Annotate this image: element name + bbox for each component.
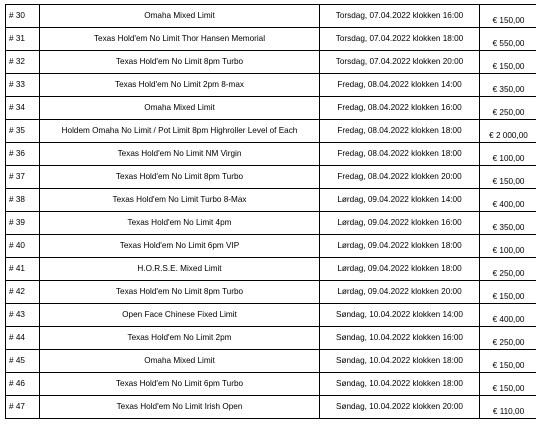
tournament-price-cell [480,5,536,28]
tournament-date-cell [320,120,480,143]
tournament-row [6,166,536,189]
tournament-row [6,373,536,396]
tournament-number-cell [6,258,40,281]
tournament-row [6,51,536,74]
tournament-date: Søndag, 10.04.2022 klokken 14:00 [335,309,463,319]
tournament-price: € 150,00 [492,15,525,25]
tournament-number: # 38 [9,194,25,204]
tournament-price: € 110,00 [492,406,525,416]
tournament-price-cell [480,51,536,74]
tournament-number: # 30 [9,10,25,20]
tournament-date-cell [320,373,480,396]
tournament-date-cell [320,281,480,304]
tournament-name-cell [40,212,320,235]
tournament-price-cell [480,235,536,258]
tournament-price-cell [480,281,536,304]
tournament-name-cell [40,350,320,373]
tournament-date: Lørdag, 09.04.2022 klokken 14:00 [337,194,462,204]
tournament-date: Søndag, 10.04.2022 klokken 18:00 [335,355,463,365]
tournament-name-cell [40,143,320,166]
tournament-price-cell [480,304,536,327]
tournament-row [6,212,536,235]
tournament-name: Holdem Omaha No Limit / Pot Limit 8pm Highroller Level of Each [61,125,298,135]
tournament-number: # 44 [9,332,25,342]
tournament-name: Texas Hold'em No Limit 8pm Turbo [115,56,244,66]
tournament-number-cell [6,327,40,350]
tournament-price: € 150,00 [492,291,525,301]
tournament-price: € 350,00 [492,222,525,232]
tournament-name-cell [40,235,320,258]
tournament-number-cell [6,5,40,28]
tournament-date-cell [320,350,480,373]
tournament-number-cell [6,120,40,143]
tournament-name-cell [40,166,320,189]
tournament-name: Texas Hold'em No Limit NM Virgin [117,148,242,158]
tournament-row [6,327,536,350]
tournament-date-cell [320,304,480,327]
tournament-name: Texas Hold'em No Limit 8pm Turbo [115,171,244,181]
tournament-name: Open Face Chinese Fixed Limit [122,309,237,319]
tournament-number-cell [6,166,40,189]
tournament-date-cell [320,396,480,419]
tournament-price: € 100,00 [492,245,525,255]
tournament-number: # 36 [9,148,25,158]
tournament-number: # 46 [9,378,25,388]
tournament-name: Texas Hold'em No Limit Thor Hansen Memorial [93,33,266,43]
tournament-date-cell [320,5,480,28]
tournament-number: # 34 [9,102,25,112]
tournament-price-cell [480,212,536,235]
tournament-row [6,120,536,143]
tournament-name-cell [40,327,320,350]
tournament-row [6,304,536,327]
tournament-price: € 350,00 [492,84,525,94]
tournament-number: # 35 [9,125,25,135]
tournament-number: # 33 [9,79,25,89]
tournament-date: Søndag, 10.04.2022 klokken 18:00 [335,378,463,388]
tournament-name-cell [40,74,320,97]
tournament-name: H.O.R.S.E. Mixed Limit [137,263,222,273]
tournament-number-cell [6,74,40,97]
tournament-date-cell [320,235,480,258]
tournament-name-cell [40,373,320,396]
tournament-number-cell [6,97,40,120]
tournament-name-cell [40,97,320,120]
tournament-price-cell [480,166,536,189]
tournament-row [6,74,536,97]
tournament-row [6,281,536,304]
tournament-price-cell [480,120,536,143]
tournament-row [6,189,536,212]
tournament-name: Texas Hold'em No Limit 8pm Turbo [115,286,244,296]
tournament-number-cell [6,281,40,304]
tournament-name-cell [40,5,320,28]
tournament-row [6,235,536,258]
tournament-name-cell [40,258,320,281]
tournament-price-cell [480,74,536,97]
tournament-row [6,350,536,373]
tournament-price-cell [480,97,536,120]
tournament-price-cell [480,189,536,212]
tournament-name: Texas Hold'em No Limit 2pm 8-max [115,79,244,89]
tournament-price-cell [480,143,536,166]
tournament-price-cell [480,258,536,281]
tournament-price: € 150,00 [492,383,525,393]
tournament-name-cell [40,51,320,74]
tournament-name: Texas Hold'em No Limit 4pm [127,217,232,227]
tournament-date: Lørdag, 09.04.2022 klokken 20:00 [337,286,462,296]
tournament-date: Fredag, 08.04.2022 klokken 20:00 [337,171,462,181]
tournament-name: Omaha Mixed Limit [144,10,215,20]
tournament-number: # 32 [9,56,25,66]
tournament-number-cell [6,28,40,51]
tournament-number: # 39 [9,217,25,227]
tournament-price-cell [480,28,536,51]
tournament-name: Texas Hold'em No Limit 2pm [127,332,232,342]
tournament-date-cell [320,212,480,235]
tournament-name-cell [40,281,320,304]
tournament-schedule-body [6,5,536,419]
tournament-name-cell [40,189,320,212]
tournament-name: Texas Hold'em No Limit Irish Open [116,401,243,411]
tournament-row [6,5,536,28]
tournament-date: Fredag, 08.04.2022 klokken 18:00 [337,125,462,135]
tournament-number-cell [6,189,40,212]
tournament-name: Texas Hold'em No Limit 6pm VIP [119,240,240,250]
tournament-date: Torsdag, 07.04.2022 klokken 18:00 [335,33,464,43]
tournament-number-cell [6,212,40,235]
tournament-number: # 40 [9,240,25,250]
tournament-date: Torsdag, 07.04.2022 klokken 20:00 [335,56,464,66]
tournament-number: # 42 [9,286,25,296]
tournament-price: € 150,00 [492,176,525,186]
tournament-number-cell [6,373,40,396]
tournament-number-cell [6,51,40,74]
tournament-name-cell [40,28,320,51]
tournament-date: Fredag, 08.04.2022 klokken 14:00 [337,79,462,89]
tournament-date-cell [320,143,480,166]
tournament-date-cell [320,74,480,97]
tournament-row [6,28,536,51]
tournament-date-cell [320,97,480,120]
tournament-row [6,143,536,166]
tournament-date-cell [320,258,480,281]
tournament-price-cell [480,396,536,419]
tournament-date: Søndag, 10.04.2022 klokken 16:00 [335,332,463,342]
tournament-price: € 150,00 [492,61,525,71]
tournament-price: € 100,00 [492,153,525,163]
tournament-price: € 150,00 [492,360,525,370]
tournament-name: Texas Hold'em No Limit 6pm Turbo [115,378,244,388]
tournament-number: # 47 [9,401,25,411]
tournament-price: € 2 000,00 [489,130,528,140]
tournament-name-cell [40,120,320,143]
tournament-number: # 45 [9,355,25,365]
tournament-price: € 250,00 [492,337,525,347]
tournament-row [6,258,536,281]
tournament-date: Lørdag, 09.04.2022 klokken 18:00 [337,263,462,273]
tournament-row [6,97,536,120]
tournament-number: # 43 [9,309,25,319]
tournament-price: € 550,00 [492,38,525,48]
tournament-price-cell [480,350,536,373]
tournament-name-cell [40,396,320,419]
tournament-price-cell [480,327,536,350]
tournament-price: € 400,00 [492,199,525,209]
tournament-price: € 400,00 [492,314,525,324]
tournament-name: Texas Hold'em No Limit Turbo 8-Max [112,194,247,204]
tournament-name: Omaha Mixed Limit [144,102,215,112]
tournament-price: € 250,00 [492,268,525,278]
tournament-date-cell [320,327,480,350]
tournament-number-cell [6,235,40,258]
tournament-number-cell [6,143,40,166]
tournament-date: Lørdag, 09.04.2022 klokken 16:00 [337,217,462,227]
tournament-number: # 37 [9,171,25,181]
tournament-name: Omaha Mixed Limit [144,355,215,365]
tournament-date: Søndag, 10.04.2022 klokken 20:00 [335,401,463,411]
tournament-date-cell [320,189,480,212]
tournament-number: # 41 [9,263,25,273]
tournament-name-cell [40,304,320,327]
tournament-number-cell [6,304,40,327]
tournament-number: # 31 [9,33,25,43]
tournament-date-cell [320,28,480,51]
tournament-date: Fredag, 08.04.2022 klokken 18:00 [337,148,462,158]
tournament-schedule-table [5,4,536,419]
tournament-date: Torsdag, 07.04.2022 klokken 16:00 [335,10,464,20]
tournament-row [6,396,536,419]
tournament-price-cell [480,373,536,396]
tournament-date: Lørdag, 09.04.2022 klokken 18:00 [337,240,462,250]
tournament-date-cell [320,166,480,189]
tournament-date-cell [320,51,480,74]
tournament-number-cell [6,396,40,419]
tournament-date: Fredag, 08.04.2022 klokken 16:00 [337,102,462,112]
tournament-number-cell [6,350,40,373]
tournament-price: € 250,00 [492,107,525,117]
